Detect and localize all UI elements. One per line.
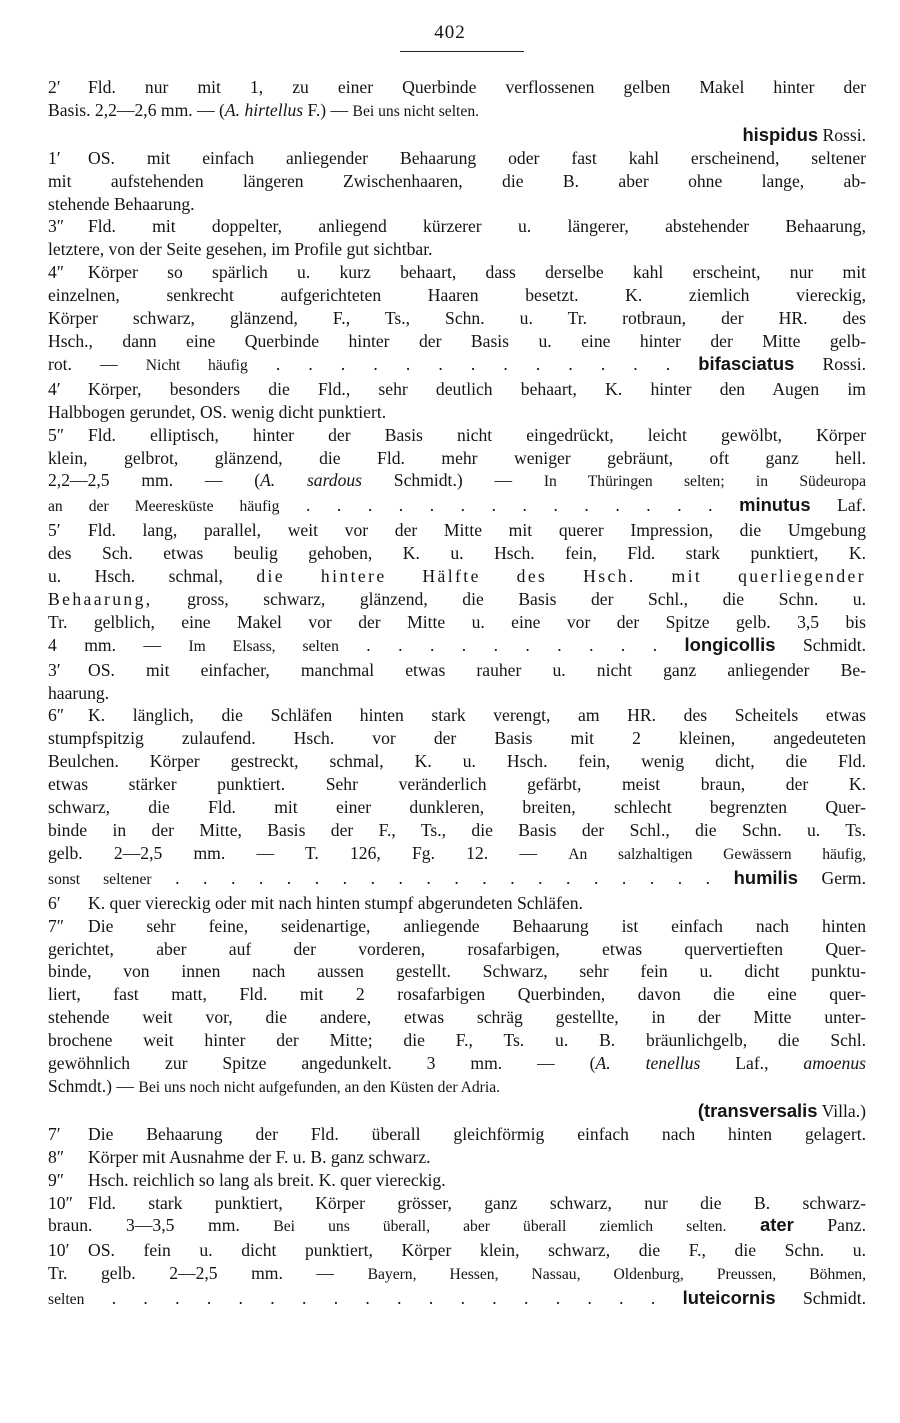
species-name: (transversalis [697,1099,818,1121]
species-author: Laf. [837,495,866,516]
text-line: brochene weit hinter der Mitte; die F., Ts. u. B. bräunlichgelb, die Schl. [48,1030,866,1051]
text-segment: Laf., [700,1053,804,1074]
text-line: K. quer viereckig oder mit nach hinten stumpf abgerundeten Schläfen. [88,892,583,913]
text-line: Körper schwarz, glänzend, F., Ts., Schn. u. Tr. rotbraun, der HR. des [48,308,866,329]
species-line [48,1100,866,1123]
text-line: des Sch. etwas beulig gehoben, K. u. Hsch. fein, Fld. stark punktiert, K. [48,543,866,564]
text-line: OS. fein u. dicht punktiert, Körper klein, schwarz, die F., die Schn. u. [88,1240,866,1261]
text-segment: 4 mm. — [48,634,189,655]
text-segment: gelb. 2—2,5 mm. — T. 126, Fg. 12. — [48,842,569,863]
text-line: Die Behaarung der Fld. überall gleichförmig einfach nach hinten gelagert. [88,1123,866,1144]
key-entry-7-double [48,915,866,1123]
locality-note: Nicht häufig [145,356,248,374]
text-line: K. länglich, die Schläfen hinten stark verengt, am HR. des Scheitels etwas [88,705,866,726]
species-line [48,867,866,892]
couplet-number: 10″ [48,1192,73,1213]
leader-dots: . . . . . . . . . . . . . [247,353,699,374]
spaced-emphasis: die hintere Hälfte des Hsch. mit querliegender [256,566,866,587]
key-entry-4-prime [48,378,866,424]
text-line [48,99,866,124]
key-entry-5-double [48,424,866,520]
text-line: Die sehr feine, seidenartige, anliegende Behaarung ist einfach nach hinten [88,915,866,936]
text-line: Körper mit Ausnahme der F. u. B. ganz schwarz. [88,1146,431,1167]
species-author: Schmidt. [802,634,866,655]
couplet-number: 5″ [48,424,65,445]
leader-dots: . . . . . . . . . . [338,634,685,655]
couplet-number: 2′ [48,77,61,97]
species-line [48,494,866,519]
text-line: Fld. mit doppelter, anliegend kürzerer u. längerer, abstehender Behaarung, [88,216,866,237]
species-line [48,634,866,659]
couplet-number: 3″ [48,216,65,237]
key-entry-10-prime [48,1239,866,1312]
text-line: letztere, von der Seite gesehen, im Profile gut sichtbar. [48,239,433,260]
text-line [48,1075,866,1100]
key-entry-9-double [48,1169,866,1192]
species-name: bifasciatus [698,352,795,374]
leader-dots: . . . . . . . . . . . . . . [279,495,740,516]
key-entry-2-prime [48,76,866,147]
synonym-italic: amoenus [803,1053,866,1074]
text-line: Halbbogen gerundet, OS. wenig dicht punktiert. [48,401,387,422]
couplet-number: 3′ [48,659,61,680]
couplet-number: 1′ [48,147,61,168]
couplet-number: 4″ [48,262,65,283]
key-entry-3-double [48,215,866,261]
text-line: binde, von innen nach aussen gestellt. Schwarz, sehr fein u. dicht punktu- [48,961,866,982]
key-entry-6-prime [48,892,866,915]
text-line: haarung. [48,682,110,703]
text-line: OS. mit einfacher, manchmal etwas rauher u. nicht ganz anliegender Be- [88,659,866,680]
text-line: Körper so spärlich u. kurz behaart, dass derselbe kahl erscheint, nur mit [88,262,866,283]
text-line: liert, fast matt, Fld. mit 2 rosafarbigen Querbinden, davon die eine quer- [48,984,866,1005]
text-segment: braun. 3—3,5 mm. [48,1215,274,1236]
key-entry-3-prime [48,659,866,705]
text-line: Tr. gelblich, eine Makel vor der Mitte u. eine vor der Spitze gelb. 3,5 bis [48,611,866,632]
text-line [48,1262,866,1287]
text-segment: Schmidt.) — [362,470,544,491]
text-segment: u. Hsch. schmal, [48,566,257,587]
species-author: Villa.) [821,1100,866,1121]
locality-note: an der Meeresküste häufig [48,498,280,516]
text-line: Körper, besonders die Fld., sehr deutlich behaart, K. hinter den Augen im [88,378,866,399]
text-line [48,1052,866,1075]
key-entry-5-prime [48,519,866,658]
text-line: klein, gelbrot, glänzend, die Fld. mehr weniger gebräunt, oft ganz hell. [48,447,866,468]
species-line [48,353,866,378]
text-line [48,469,866,494]
page-number: 402 [434,22,466,43]
leader-dots: . . . . . . . . . . . . . . . . . . . . [151,867,734,888]
text-line: stumpfspitzig zulaufend. Hsch. vor der Basis mit 2 kleinen, angedeuteten [48,728,866,749]
text-line: stehende weit vor, die andere, etwas schräg gestellte, in der Mitte unter- [48,1007,866,1028]
text-line: Beulchen. Körper gestreckt, schmal, K. u. Hsch. fein, wenig dicht, die Fld. [48,751,866,772]
species-name: hispidus [742,123,819,145]
text-segment: F.) — [303,99,353,120]
key-entry-8-double [48,1146,866,1169]
species-author: Schmidt. [802,1288,866,1309]
species-name: longicollis [684,633,776,655]
species-line [48,124,866,147]
key-entry-1-prime [48,147,866,216]
key-text [48,76,866,1312]
text-line: Fld. stark punktiert, Körper grösser, ganz schwarz, nur die B. schwarz- [88,1192,866,1213]
text-segment: Schmdt.) — [48,1075,139,1096]
text-line: Hsch., dann eine Querbinde hinter der Basis u. eine hinter der Mitte gelb- [48,330,866,351]
text-line: schwarz, die Fld. mit einer dunkleren, breiten, schlecht begrenzten Quer- [48,797,866,818]
species-name: ater [760,1214,794,1236]
key-entry-4-double [48,261,866,378]
species-author: Rossi. [822,353,866,374]
synonym-italic: A. tenellus [595,1053,701,1074]
text-segment: gewöhnlich zur Spitze angedunkelt. 3 mm. — ( [48,1053,596,1074]
text-line: stehende Behaarung. [48,193,195,214]
locality-note: Bei uns nicht selten. [352,102,480,120]
couplet-number: 9″ [48,1169,65,1190]
couplet-number: 6″ [48,705,65,726]
text-line: einzelnen, senkrecht aufgerichteten Haaren besetzt. K. ziemlich viereckig, [48,285,866,306]
header-rule [400,51,524,52]
species-line [48,1214,866,1239]
spaced-emphasis: Behaarung, [48,588,153,609]
species-author: Rossi. [822,124,866,145]
text-line [48,842,866,867]
locality-note: In Thüringen selten; in Südeuropa [543,473,867,491]
couplet-number: 7″ [48,915,65,936]
species-line [48,1287,866,1312]
key-entry-6-double [48,704,866,891]
text-line: Hsch. reichlich so lang als breit. K. quer viereckig. [88,1169,446,1190]
text-line: Fld. nur mit 1, zu einer Querbinde verflossenen gelben Makel hinter der [88,77,866,97]
locality-note: Bayern, Hessen, Nassau, Oldenburg, Preussen, Böhmen, [367,1266,866,1284]
text-line: mit aufstehenden längeren Zwischenhaaren, die B. aber ohne lange, ab- [48,170,866,191]
species-author: Germ. [821,867,866,888]
text-line [48,565,866,588]
synonym-italic: A. sardous [260,470,363,491]
species-author: Panz. [827,1215,866,1236]
text-segment: Tr. gelb. 2—2,5 mm. — [48,1263,368,1284]
locality-note: selten [48,1291,85,1309]
species-name: minutus [739,494,811,516]
locality-note: An salzhaltigen Gewässern häufig, [568,845,866,863]
couplet-number: 8″ [48,1146,65,1167]
couplet-number: 7′ [48,1123,61,1144]
text-line: binde in der Mitte, Basis der F., Ts., die Basis der Schl., die Schn. u. Ts. [48,820,866,840]
couplet-number: 5′ [48,520,61,541]
text-line: gerichtet, aber auf der vorderen, rosafarbigen, etwas quervertieften Quer- [48,938,866,959]
key-entry-10-double [48,1192,866,1240]
species-name: humilis [733,866,798,888]
text-line: etwas stärker punktiert. Sehr veränderlich gefärbt, meist braun, der K. [48,774,866,795]
couplet-number: 6′ [48,892,61,913]
text-line: Fld. lang, parallel, weit vor der Mitte mit querer Impression, die Umgebung [88,520,866,541]
locality-note: Bei uns überall, aber überall ziemlich selten. [273,1218,727,1236]
text-line [48,588,866,611]
key-entry-7-prime [48,1123,866,1146]
locality-note: Bei uns noch nicht aufgefunden, an den Küsten der Adria. [138,1078,501,1096]
text-segment: Basis. 2,2—2,6 mm. — ( [48,99,225,120]
locality-note: sonst seltener [48,870,152,888]
couplet-number: 10′ [48,1240,70,1261]
leader-dots: . . . . . . . . . . . . . . . . . . [84,1288,683,1309]
species-name: luteicornis [682,1287,776,1309]
text-line: OS. mit einfach anliegender Behaarung oder fast kahl erscheinend, seltener [88,147,866,168]
text-segment: 2,2—2,5 mm. — ( [48,470,261,491]
text-line: Fld. elliptisch, hinter der Basis nicht eingedrückt, leicht gewölbt, Körper [88,424,866,445]
text-segment: rot. — [48,353,146,374]
synonym-italic: A. hirtellus [224,99,304,120]
text-segment: gross, schwarz, glänzend, die Basis der Schl., die Schn. u. [152,588,866,609]
locality-note: Im Elsass, selten [188,637,339,655]
couplet-number: 4′ [48,378,61,399]
